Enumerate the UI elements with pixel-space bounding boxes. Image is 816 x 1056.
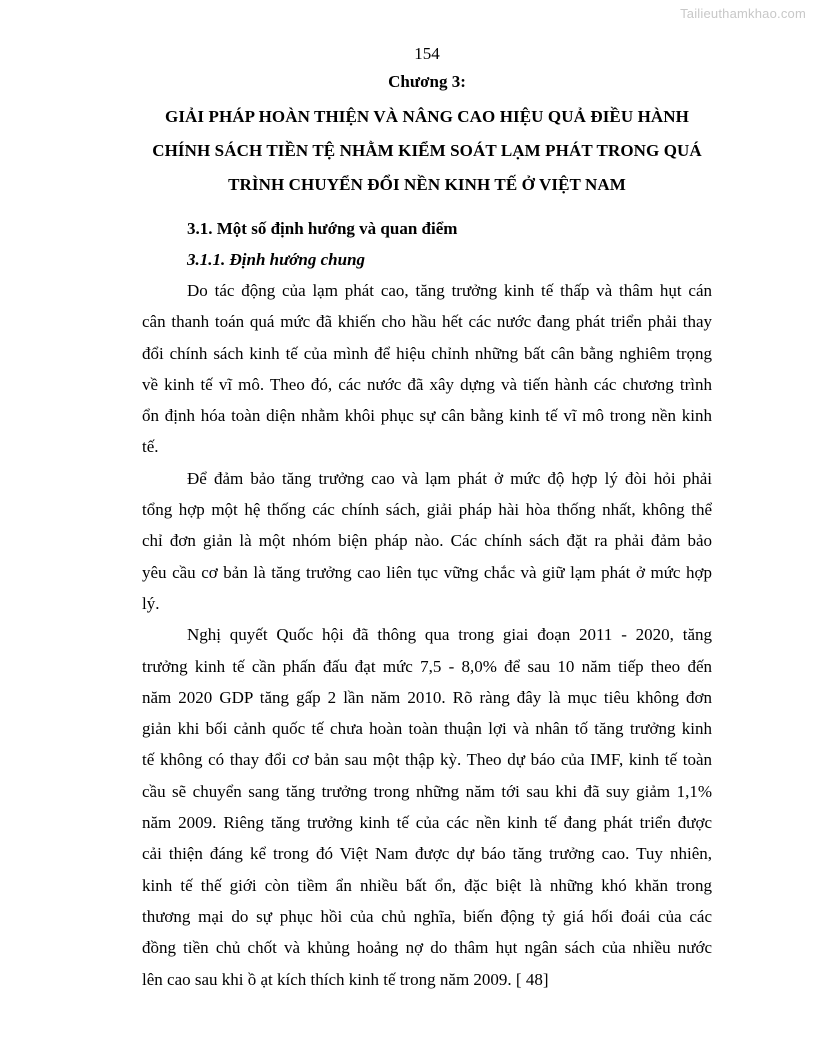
section-heading: 3.1. Một số định hướng và quan điểm <box>187 219 458 238</box>
page-number: 154 <box>414 44 440 63</box>
text-line: tế không có thay đổi cơ bản sau một thập kỳ. Theo dự báo của IMF, kinh tế toàn <box>142 750 712 770</box>
text-line: Nghị quyết Quốc hội đã thông qua trong giai đoạn 2011 - 2020, tăng <box>187 625 712 645</box>
text-line: thương mại do sự phục hồi của chủ nghĩa, biến động tỷ giá hối đoái của các <box>142 906 712 926</box>
text-line: lên cao sau khi ồ ạt kích thích kinh tế trong năm 2009. [ 48] <box>142 969 549 989</box>
text-line: cân thanh toán quá mức đã khiến cho hầu hết các nước đang phát triển phải thay <box>142 312 712 332</box>
text-line: yêu cầu cơ bản là tăng trưởng cao liên tục vững chắc và giữ lạm phát ở mức hợp <box>142 562 712 582</box>
text-line: Do tác động của lạm phát cao, tăng trưởng kinh tế thấp và thâm hụt cán <box>187 281 712 300</box>
paragraph <box>142 619 712 995</box>
text-line: chỉ đơn giản là một nhóm biện pháp nào. Các chính sách đặt ra phải đảm bảo <box>142 531 712 551</box>
text-line: đồng tiền chủ chốt và khủng hoảng nợ do thâm hụt ngân sách của nhiều nước <box>142 938 712 958</box>
chapter-title <box>132 100 722 202</box>
text-line: giản khi bối cảnh quốc tế chưa hoàn toàn thuận lợi và nhân tố tăng trưởng kinh <box>142 719 712 739</box>
text-line: Để đảm bảo tăng trưởng cao và lạm phát ở mức độ hợp lý đòi hỏi phải <box>187 468 712 488</box>
text-line: lý. <box>142 593 160 613</box>
text-line: kinh tế thế giới còn tiềm ẩn nhiều bất ổn, đặc biệt là những khó khăn trong <box>142 875 712 895</box>
text-line: tế. <box>142 437 159 457</box>
text-line: ổn định hóa toàn diện nhằm khôi phục sự cân bằng kinh tế vĩ mô trong nền kinh <box>142 406 712 426</box>
text-line: cầu sẽ chuyển sang tăng trưởng trong những năm tới sau khi đã suy giảm 1,1% <box>142 781 712 801</box>
paragraph <box>142 275 712 463</box>
text-line: đổi chính sách kinh tế của mình để hiệu chỉnh những bất cân bằng nghiêm trọng <box>142 343 712 363</box>
text-line: tổng hợp một hệ thống các chính sách, giải pháp hài hòa thống nhất, không thể <box>142 500 712 520</box>
text-line: trưởng kinh tế cần phấn đấu đạt mức 7,5 - 8,0% để sau 10 năm tiếp theo đến <box>142 656 712 676</box>
chapter-title-line: GIẢI PHÁP HOÀN THIỆN VÀ NÂNG CAO HIỆU QUẢ ĐIỀU HÀNH <box>165 107 689 126</box>
body-text <box>142 275 712 995</box>
watermark: Tailieuthamkhao.com <box>680 6 806 21</box>
subsection-heading: 3.1.1. Định hướng chung <box>187 250 366 269</box>
paragraph <box>142 463 712 619</box>
chapter-title-line: TRÌNH CHUYỂN ĐỔI NỀN KINH TẾ Ở VIỆT NAM <box>228 175 626 194</box>
chapter-label: Chương 3: <box>388 72 466 91</box>
text-line: năm 2020 GDP tăng gấp 2 lần năm 2010. Rõ ràng đây là mục tiêu không đơn <box>142 687 712 707</box>
text-line: về kinh tế vĩ mô. Theo đó, các nước đã xây dựng và tiến hành các chương trình <box>142 374 712 394</box>
text-line: cải thiện đáng kể trong đó Việt Nam được dự báo tăng trưởng cao. Tuy nhiên, <box>142 844 712 864</box>
chapter-title-line: CHÍNH SÁCH TIỀN TỆ NHẰM KIỂM SOÁT LẠM PHÁT TRONG QUÁ <box>152 141 702 160</box>
text-line: năm 2009. Riêng tăng trưởng kinh tế của các nền kinh tế đang phát triển được <box>142 813 712 833</box>
